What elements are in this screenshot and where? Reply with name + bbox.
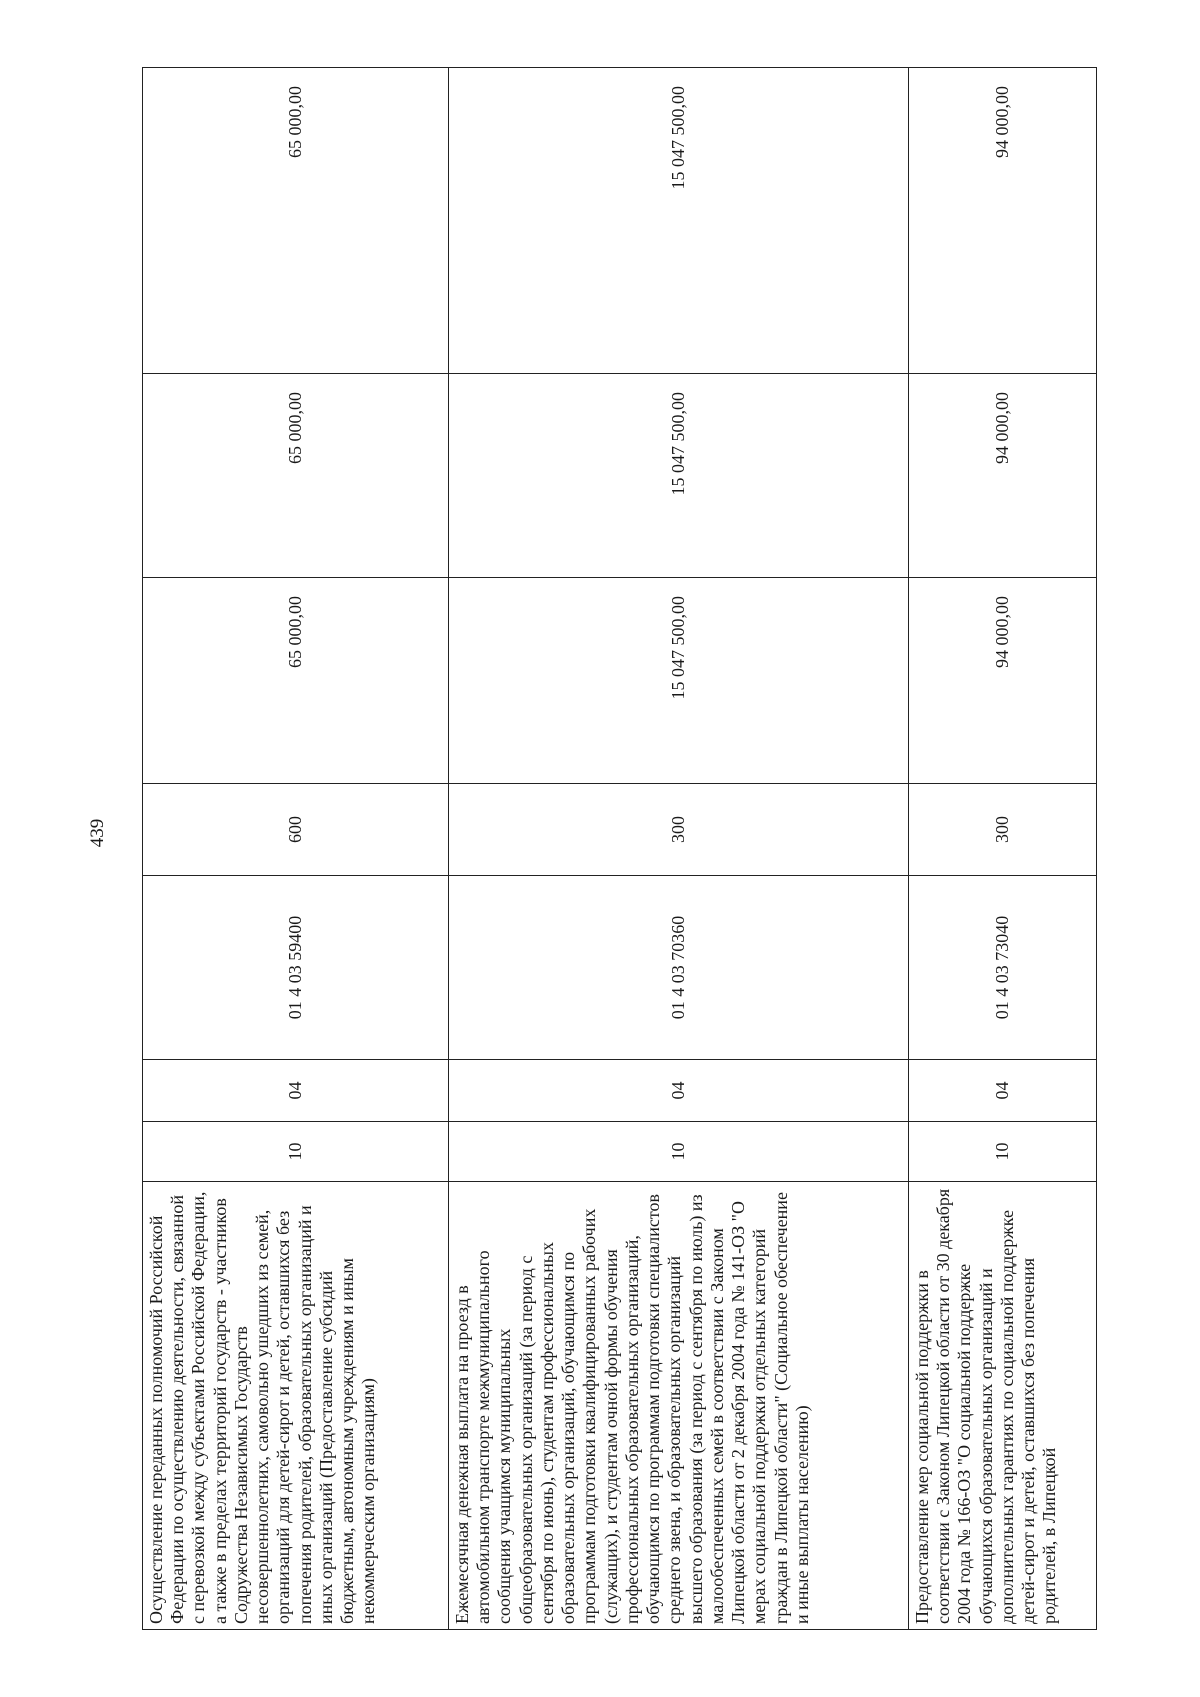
row-subsection: 04 xyxy=(143,1060,449,1122)
row-expense-type: 300 xyxy=(909,784,1097,876)
row-subsection: 04 xyxy=(449,1060,909,1122)
row-description: Ежемесячная денежная выплата на проезд в автомобильном транспорте межмуниципального сообщения учащимся муниципальных общеобразовательных организаций (за период с сентября по июнь), студентам профессиональных образовательных организаций, обучающимся по программам подготовки квалифицированных рабочих (служащих), и студентам очной формы обучения профессиональных образовательных организаций, обучающимся по программам подготовки специалистов среднего звена, и образовательных организаций высшего образования (за период с сентября по июль) из малообеспеченных семей в соответствии с Законом Липецкой области от 2 декабря 2004 года № 141-ОЗ "О мерах социальной поддержки отдельных категорий граждан в Липецкой области" (Социальное обеспечение и иные выплаты населению) xyxy=(449,1182,909,1630)
row-amount-year2: 65 000,00 xyxy=(143,374,449,578)
row-section: 10 xyxy=(143,1122,449,1182)
row-section: 10 xyxy=(449,1122,909,1182)
row-subsection: 04 xyxy=(909,1060,1097,1122)
row-expense-type: 300 xyxy=(449,784,909,876)
row-amount-year1: 94 000,00 xyxy=(909,578,1097,784)
row-description: Предоставление мер социальной поддержки в соответствии с Законом Липецкой области от 30 декабря 2004 года № 166-ОЗ "О социальной поддержке обучающихся образовательных организаций и дополнительных гарантиях по социальной поддержке детей-сирот и детей, оставшихся без попечения родителей, в Липецкой xyxy=(909,1182,1097,1630)
row-amount-year3: 94 000,00 xyxy=(909,68,1097,374)
row-description: Осуществление переданных полномочий Российской Федерации по осуществлению деятельности, связанной с перевозкой между субъектами Российской Федерации, а также в пределах территорий государств - участников Содружества Независимых Государств несовершеннолетних, самовольно ушедших из семей, организаций для детей-сирот и детей, оставшихся без попечения родителей, образовательных организаций и иных организаций (Предоставление субсидий бюджетным, автономным учреждениям и иным некоммерческим организациям) xyxy=(143,1182,449,1630)
row-target-article: 01 4 03 59400 xyxy=(143,876,449,1060)
table-row xyxy=(143,68,449,1630)
table-row xyxy=(449,68,909,1630)
table-row xyxy=(909,68,1097,1630)
budget-table-rotated xyxy=(142,68,1096,1630)
row-target-article: 01 4 03 73040 xyxy=(909,876,1097,1060)
row-section: 10 xyxy=(909,1122,1097,1182)
row-target-article: 01 4 03 70360 xyxy=(449,876,909,1060)
row-amount-year2: 94 000,00 xyxy=(909,374,1097,578)
row-amount-year2: 15 047 500,00 xyxy=(449,374,909,578)
row-amount-year3: 65 000,00 xyxy=(143,68,449,374)
row-amount-year1: 65 000,00 xyxy=(143,578,449,784)
row-amount-year1: 15 047 500,00 xyxy=(449,578,909,784)
row-expense-type: 600 xyxy=(143,784,449,876)
page-number: 439 xyxy=(87,818,108,848)
row-amount-year3: 15 047 500,00 xyxy=(449,68,909,374)
budget-table xyxy=(142,67,1097,1630)
